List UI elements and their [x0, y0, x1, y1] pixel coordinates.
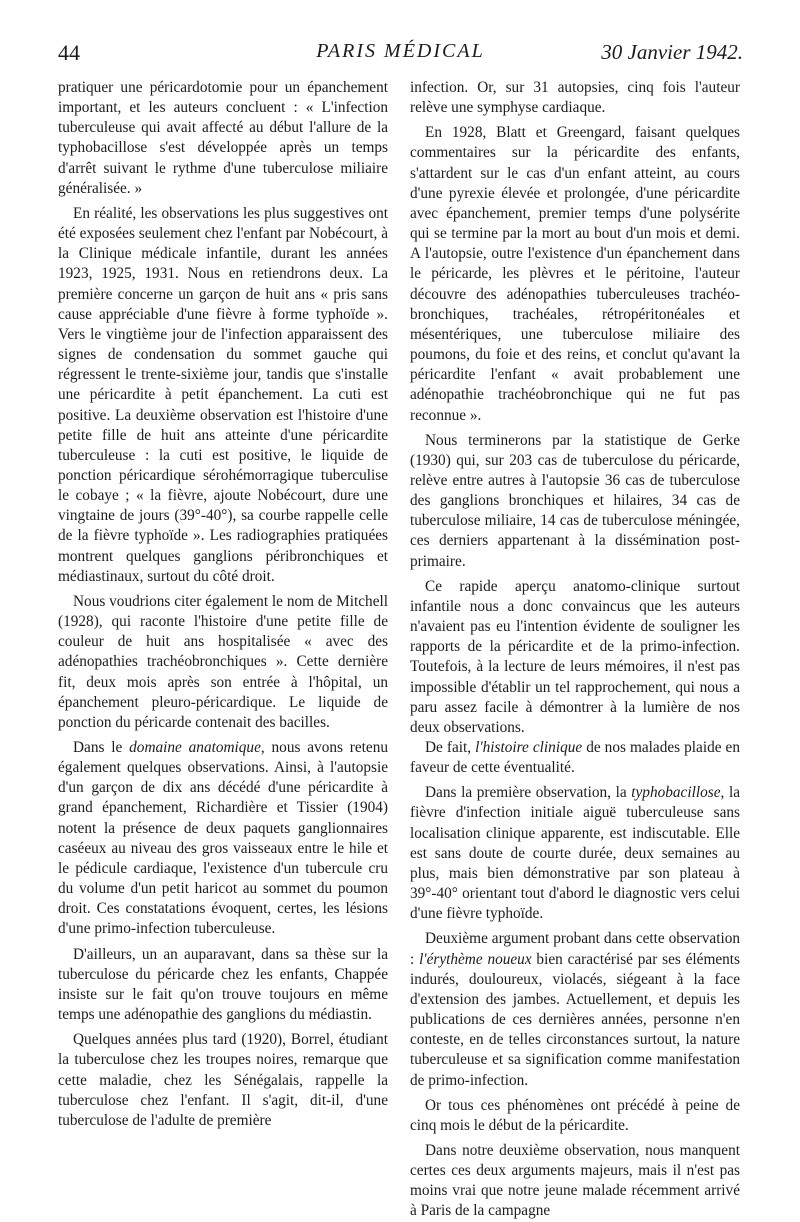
text-run: de nos malades plaide en faveur de cette éventualité.	[410, 739, 740, 777]
right-column	[410, 78, 740, 1222]
journal-title: PARIS MÉDICAL	[316, 40, 485, 62]
left-column	[58, 78, 388, 1131]
paragraph: D'ailleurs, un an auparavant, dans sa thèse sur la tuberculose du péricarde chez les enfants, Chappée insiste sur le fait qu'on trouve toujours en même temps une adénopathie des ganglions du médiastin.	[58, 945, 388, 1024]
text-run: , nous avons retenu également quelques observations. Ainsi, à l'autopsie d'un garçon de dix ans décédé d'une péricardite à grand épanchement, Richardière et Tissier (1904) notent la présence de deux paquets ganglionnaires caséeux au niveau des gros vaisseaux entre le hile et le pédicule cardiaque, l'existence d'un tubercule cru du volume d'un petit haricot au sommet du poumon droit. Ces constatations évoquent, certes, les lésions d'une primo-infection tuberculeuse.	[58, 739, 388, 938]
paragraph	[410, 738, 740, 778]
paragraph: Quelques années plus tard (1920), Borrel, étudiant la tuberculose chez les troupes noires, remarque que cette maladie, chez les Sénégalais, rappelle la tuberculose chez l'enfant. Il s'agit, dit-il, d'une tuberculose de l'adulte de première	[58, 1031, 388, 1129]
paragraph: pratiquer une péricardotomie pour un épanchement important, et les auteurs concluent : « L'infection tuberculeuse qui avait affecté au début l'allure de la typhobacillose s'est développée après un temps d'arrêt suivant le rythme d'une tuberculose miliaire généralisée. »	[58, 79, 388, 197]
paragraph: Or tous ces phénomènes ont précédé à peine de cinq mois le début de la péricardite.	[410, 1096, 740, 1134]
italic-term: typhobacillose	[631, 784, 721, 802]
text-run: bien caractérisé par ses éléments indurés, douloureux, violacés, siégeant à la face d'extension des jambes. Actuellement, et depuis les publications de ces dernières années, personne n'en conteste, en de telles circonstances surtout, la nature tuberculeuse et sa signification comme manifestation de primo-infection.	[410, 950, 740, 1089]
paragraph	[410, 929, 740, 1090]
text-run: De fait,	[425, 739, 476, 756]
text-run: Deuxième argument probant dans cette observation :	[410, 930, 740, 968]
page-header	[58, 40, 743, 74]
page-number: 44	[58, 40, 80, 65]
paragraph	[58, 738, 388, 940]
italic-term: domaine anatomique	[129, 739, 261, 756]
paragraph: En réalité, les observations les plus suggestives ont été exposées seulement chez l'enfant par Nobécourt, à la Clinique médicale infantile, durant les années 1923, 1925, 1931. Nous en retiendrons deux. La première concerne un garçon de huit ans « pris sans cause appréciable d'une fièvre à forme typhoïde ». Vers le vingtième jour de l'infection apparaissent des signes de condensation du sommet gauche qui régressent le trente-sixième jour, tandis que s'installe une péricardite à petit épanchement. La cuti est positive. La deuxième observation est l'histoire d'une petite fille de huit ans atteinte d'une péricardite tuberculeuse : la cuti est positive, le liquide de ponction péricardique sérohémorragique tuberculise le cobaye ; « la fièvre, ajoute Nobécourt, dure une vingtaine de jours (39°-40°), sa courbe rappelle celle de la fièvre typhoïde ». Les radiographies pratiquées montrent quelques ganglions péribronchiques et médiastinaux, surtout du côté droit.	[58, 204, 388, 585]
paragraph: Ce rapide aperçu anatomo-clinique surtout infantile nous a donc convaincus que les auteurs n'avaient pas eu l'intention évidente de souligner les rapports de la péricardite et de la primo-infection. Toutefois, à la lecture de leurs mémoires, il n'est pas impossible d'établir un tel rapprochement, qui nous a paru assez facile à démontrer à la lumière de nos deux observations.	[410, 577, 740, 736]
paragraph: infection. Or, sur 31 autopsies, cinq fois l'auteur relève une symphyse cardiaque.	[410, 79, 740, 117]
paragraph: En 1928, Blatt et Greengard, faisant quelques commentaires sur la péricardite des enfants, s'attardent sur le cas d'un enfant atteint, au cours d'une pyrexie élevée et prolongée, d'une péricardite avec épanchement, premier temps d'une polysérite qui se termine par la mort au bout d'un mois et demi. A l'autopsie, outre l'existence d'un épanchement dans le péricarde, les plèvres et le péritoine, l'auteur découvre des adénopathies tuberculeuses trachéo-bronchiques, trachéales, rétropéritonéales et mésentériques, une tuberculose miliaire des poumons, du foie et des reins, et conclut qu'avant la péricardite l'enfant « avait probablement une adénopathie trachéobronchique qui ne fut pas reconnue ».	[410, 124, 740, 424]
paragraph: Nous voudrions citer également le nom de Mitchell (1928), qui raconte l'histoire d'une petite fille de couleur de huit ans hospitalisée « avec des adénopathies trachéobronchiques ». Cette dernière fit, deux mois après son entrée à l'hôpital, un épanchement pleuro-péricardique. Le liquide de ponction du péricarde contenait des bacilles.	[58, 592, 388, 731]
italic-term: l'histoire clinique	[475, 739, 583, 756]
issue-date: 30 Janvier 1942.	[601, 40, 743, 64]
text-run: Dans la première observation, la	[425, 784, 632, 802]
paragraph: Nous terminerons par la statistique de Gerke (1930) qui, sur 203 cas de tuberculose du péricarde, relève entre autres à l'autopsie 36 cas de tuberculose des ganglions bronchiques et hilaires, 34 cas de tuberculose miliaire, 14 cas de tuberculose méningée, ces derniers appartenant à la dissémination post-primaire.	[410, 431, 740, 570]
italic-term: l'érythème noueux	[419, 950, 532, 968]
text-run: , la fièvre d'infection initiale aiguë tuberculeuse sans localisation clinique apparente, est indiscutable. Elle est sans doute de courte durée, deux semaines au plus, mais bien démonstrative par son plateau à 39°-40° orientant tout d'abord le diagnostic vers celui d'une fièvre typhoïde.	[410, 784, 740, 923]
text-run: Dans le	[73, 739, 130, 756]
paragraph	[410, 783, 740, 924]
paragraph: Dans notre deuxième observation, nous manquent certes ces deux arguments majeurs, mais il n'est pas moins vrai que notre jeune malade récemment arrivé à Paris de la campagne	[410, 1141, 740, 1220]
